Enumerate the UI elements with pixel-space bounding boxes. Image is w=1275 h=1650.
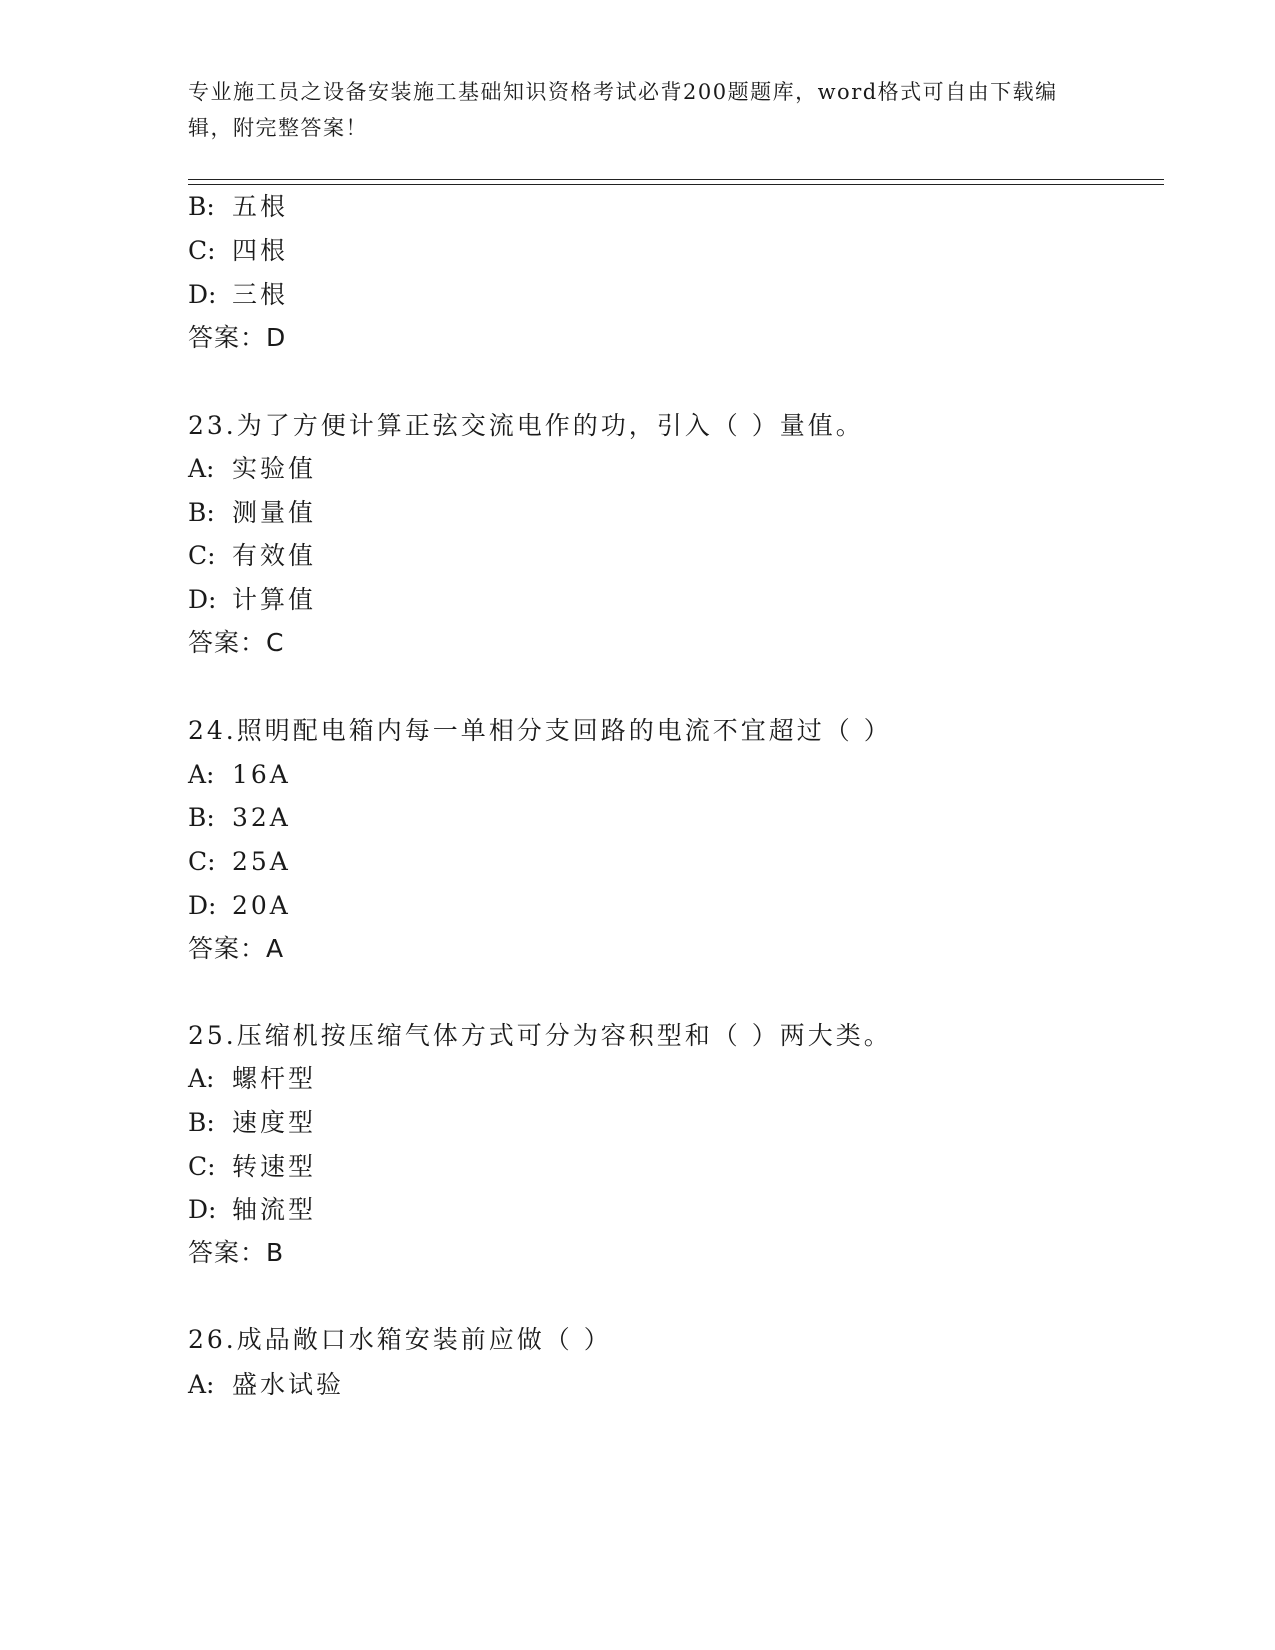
option-b: [188, 191, 288, 223]
option-text: 25A: [232, 847, 291, 876]
answer-line: 答案：D: [188, 323, 287, 352]
option-text: 16A: [232, 760, 291, 789]
option-label: B:: [188, 498, 215, 527]
option-c: [188, 1151, 316, 1183]
option-a: [188, 1369, 344, 1401]
question-title: 25.压缩机按压缩气体方式可分为容积型和（ ）两大类。: [188, 1021, 892, 1050]
option-label: C:: [188, 541, 216, 570]
option-label: B:: [188, 1108, 215, 1137]
question-title: 24.照明配电箱内每一单相分支回路的电流不宜超过（ ）: [188, 716, 892, 745]
option-d: [188, 584, 316, 616]
option-label: C:: [188, 1152, 216, 1181]
option-text: 三根: [232, 280, 289, 309]
question-title: 26.成品敞口水箱安装前应做（ ）: [188, 1325, 612, 1354]
header-divider-top: [188, 179, 1164, 180]
option-text: 速度型: [232, 1108, 317, 1137]
option-a: [188, 759, 291, 791]
option-text: 五根: [232, 192, 289, 221]
document-header: 专业施工员之设备安装施工基础知识资格考试必背200题题库，word格式可自由下载编辑，附完整答案！: [188, 80, 1058, 140]
option-d: [188, 1194, 316, 1226]
option-text: 四根: [232, 236, 289, 265]
question-title: 23.为了方便计算正弦交流电作的功，引入（ ）量值。: [188, 411, 864, 440]
option-text: 20A: [232, 891, 291, 920]
option-text: 32A: [232, 803, 291, 832]
option-label: B:: [188, 192, 215, 221]
option-label: D:: [188, 280, 217, 309]
option-c: [188, 235, 288, 267]
option-a: [188, 453, 316, 485]
option-label: B:: [188, 803, 215, 832]
header-divider-bottom: [188, 184, 1164, 185]
option-label: A:: [188, 1064, 215, 1093]
option-text: 计算值: [232, 585, 317, 614]
option-label: C:: [188, 236, 216, 265]
option-text: 实验值: [232, 454, 317, 483]
option-label: A:: [188, 1370, 215, 1399]
option-text: 轴流型: [232, 1195, 317, 1224]
option-label: A:: [188, 454, 215, 483]
option-label: D:: [188, 891, 217, 920]
answer-line: 答案：B: [188, 1238, 285, 1267]
option-text: 转速型: [232, 1152, 317, 1181]
answer-line: 答案：A: [188, 934, 285, 963]
option-a: [188, 1063, 316, 1095]
option-text: 测量值: [232, 498, 317, 527]
option-label: D:: [188, 1195, 217, 1224]
option-label: A:: [188, 760, 215, 789]
option-text: 盛水试验: [232, 1370, 345, 1399]
option-text: 螺杆型: [232, 1064, 317, 1093]
option-b: [188, 802, 291, 834]
option-d: [188, 279, 288, 311]
option-label: C:: [188, 847, 216, 876]
option-c: [188, 846, 291, 878]
option-text: 有效值: [232, 541, 317, 570]
option-b: [188, 1107, 316, 1139]
answer-line: 答案：C: [188, 628, 285, 657]
option-label: D:: [188, 585, 217, 614]
option-d: [188, 890, 291, 922]
option-b: [188, 497, 316, 529]
option-c: [188, 540, 316, 572]
